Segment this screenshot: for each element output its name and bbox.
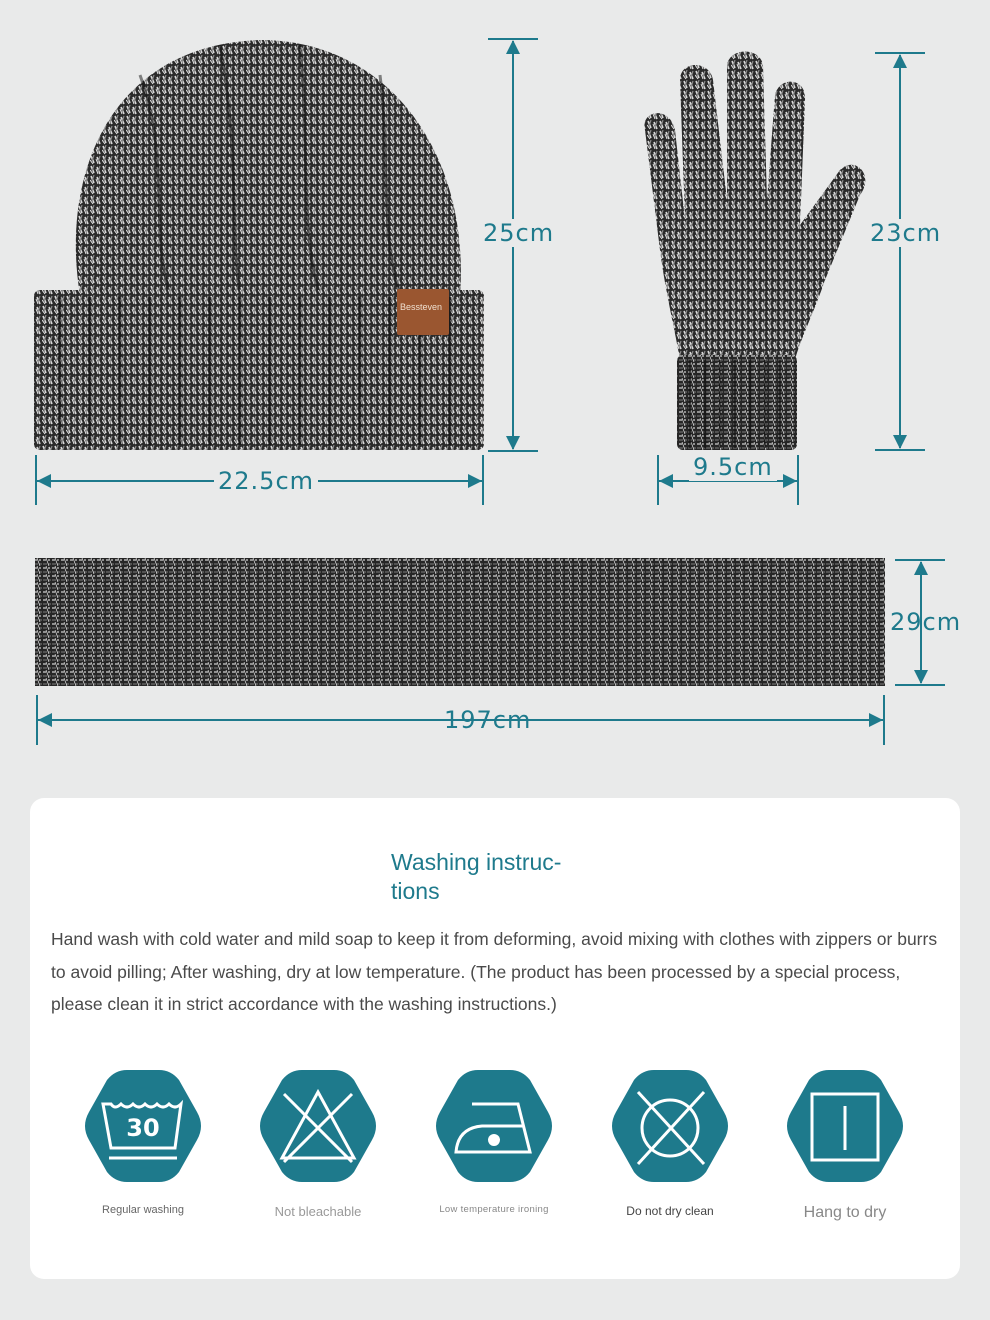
care-label: Hang to dry (803, 1204, 887, 1221)
glove-image (635, 50, 875, 455)
care-item-do-not-dry-clean (595, 1070, 745, 1218)
hat-width-label: 22.5cm (214, 467, 318, 495)
care-label: Low temperature ironing (439, 1204, 549, 1215)
care-item-low-temperature-ironing (419, 1070, 569, 1215)
brand-label: Bessteven (400, 302, 443, 312)
care-item-regular-washing (68, 1070, 218, 1216)
scarf-height-label: 29cm (890, 608, 962, 636)
wash-temperature: 30 (126, 1114, 160, 1142)
care-label: Regular washing (102, 1204, 184, 1216)
care-item-hang-to-dry (770, 1070, 920, 1222)
no-bleach-icon (256, 1070, 380, 1182)
washing-title: Washing instruc- tions (391, 849, 562, 904)
hang-dry-icon (783, 1070, 907, 1182)
beanie-image (30, 35, 490, 455)
care-label: Do not dry clean (626, 1204, 714, 1218)
brand-patch (397, 289, 449, 335)
iron-low-icon (432, 1070, 556, 1182)
care-label: Not bleachable (274, 1204, 362, 1219)
glove-height-label: 23cm (866, 219, 945, 247)
washing-text: Hand wash with cold water and mild soap to keep it from deforming, avoid mixing with clothes with zippers or burrs to avoid pilling; After washing, dry at low temperature. (The product has been processed by a special process, please clean it in strict accordance with the washing instructions.) (51, 929, 938, 1014)
glove-width-label: 9.5cm (689, 453, 777, 481)
hat-height-label: 25cm (479, 219, 558, 247)
glove-height-line (875, 50, 930, 455)
care-item-not-bleachable (243, 1070, 393, 1219)
no-dry-clean-icon (608, 1070, 732, 1182)
washing-card (30, 798, 960, 1279)
scarf-length-label: 197cm (444, 706, 532, 734)
scarf-image (35, 558, 885, 686)
wash-30-icon (81, 1070, 205, 1182)
